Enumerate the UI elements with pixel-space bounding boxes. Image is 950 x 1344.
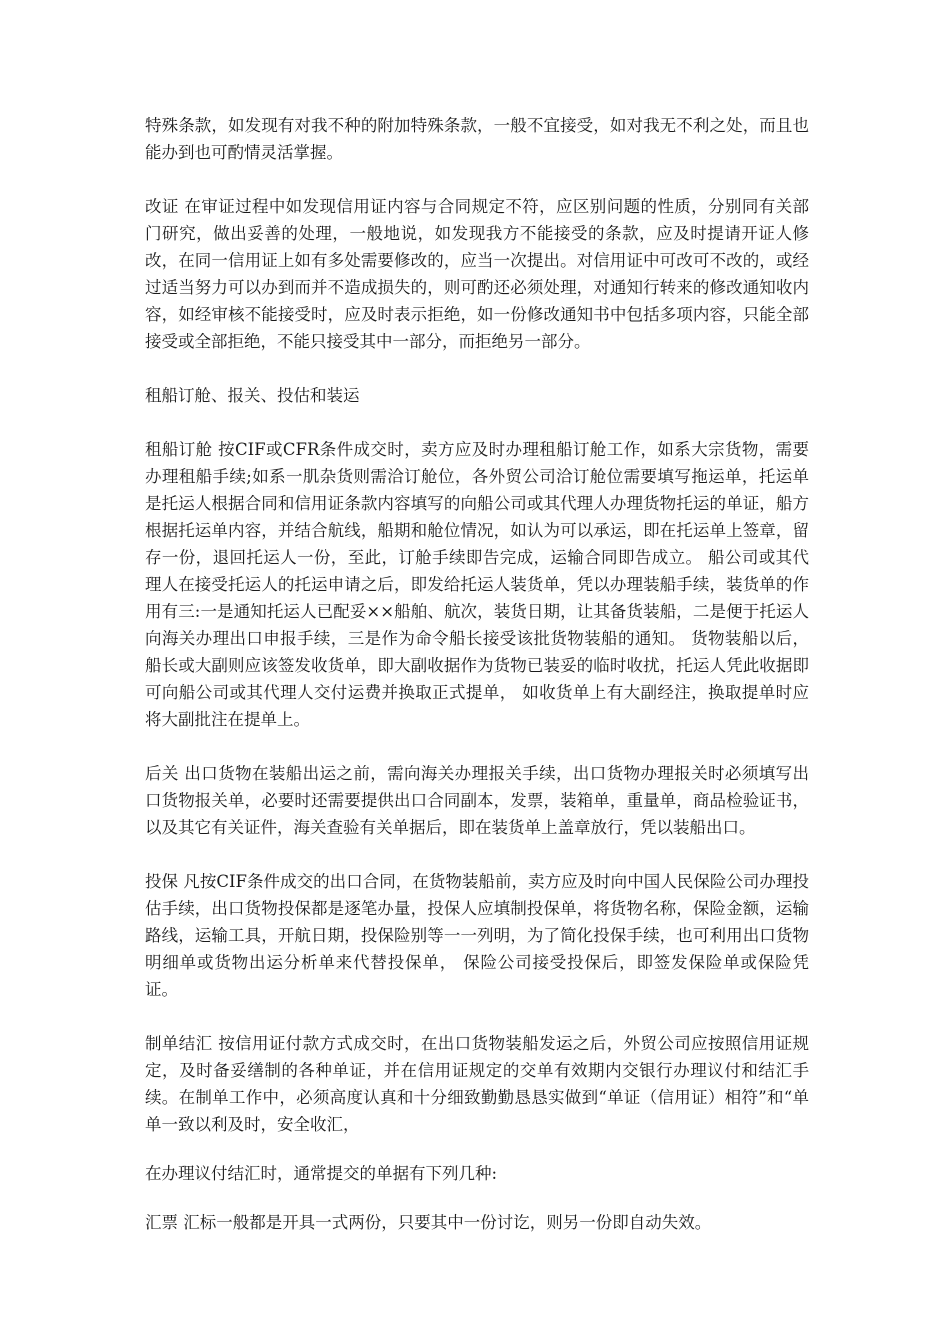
paragraph-bill-of-exchange: 汇票 汇标一般都是开具一式两份，只要其中一份讨讫，则另一份即自动失效。	[145, 1213, 712, 1232]
document-body	[145, 112, 809, 1263]
paragraph-documents-list-intro: 在办理议付结汇时，通常提交的单据有下列几种:	[145, 1164, 498, 1183]
paragraph-documents-settlement: 制单结汇 按信用证付款方式成交时，在出口货物装船发运之后，外贸公司应按照信用证规定，及时备妥缮制的各种单证，并在信用证规定的交单有效期内交银行办理议付和结汇手续。在制单工作中，必须高度认真和十分细致勤勤恳恳实做到“单证（信用证）相符”和“单单一致以利及时，安全收汇，	[145, 1034, 809, 1134]
section-heading-shipping: 租船订舱、报关、投估和装运	[145, 386, 360, 405]
paragraph-amend-credit: 改证 在审证过程中如发现信用证内容与合同规定不符，应区别问题的性质，分别同有关部门研究，做出妥善的处理，一般地说，如发现我方不能接受的条款，应及时提请开证人修改，在同一信用证上如有多处需要修改的，应当一次提出。对信用证中可改可不改的，或经过适当努力可以办到而并不造成损失的，则可酌还必须处理，对通知行转来的修改通知收内容，如经审核不能接受时，应及时表示拒绝，如一份修改通知书中包括多项内容，只能全部接受或全部拒绝，不能只接受其中一部分，而拒绝另一部分。	[145, 197, 809, 351]
paragraph-insurance: 投保 凡按CIF条件成交的出口合同，在货物装船前，卖方应及时向中国人民保险公司办理投估手续，出口货物投保都是逐笔办量，投保人应填制投保单，将货物名称，保险金额，运输路线，运输工具，开航日期，投保险别等一一列明，为了简化投保手续，也可利用出口货物明细单或货物出运分析单来代替投保单， 保险公司接受投保后，即签发保险单或保险凭证。	[145, 872, 809, 999]
paragraph-charter-booking: 租船订舱 按CIF或CFR条件成交时，卖方应及时办理租船订舱工作，如系大宗货物，需要办理租船手续;如系一肌杂货则需洽订舱位，各外贸公司洽订舱位需要填写拖运单，托运单是托运人根据合同和信用证条款内容填写的向船公司或其代理人办理货物托运的单证，船方根据托运单内容，并结合航线，船期和舱位情况，如认为可以承运，即在托运单上签章，留存一份，退回托运人一份，至此，订舱手续即告完成，运输合同即告成立。 船公司或其代理人在接受托运人的托运申请之后，即发给托运人装货单，凭以办理装船手续，装货单的作用有三:一是通知托运人已配妥××船舶、航次，装货日期，让其备货装船，二是便于托运人向海关办理出口申报手续，三是作为命令船长接受该批货物装船的通知。 货物装船以后，船长或大副则应该签发收货单，即大副收据作为货物已装妥的临时收扰，托运人凭此收据即可向船公司或其代理人交付运费并换取正式提单， 如收货单上有大副经注，换取提单时应将大副批注在提单上。	[145, 440, 809, 729]
paragraph-customs-declaration: 后关 出口货物在装船出运之前，需向海关办理报关手续，出口货物办理报关时必须填写出口货物报关单，必要时还需要提供出口合同副本，发票，装箱单，重量单，商品检验证书，以及其它有关证件，海关查验有关单据后，即在装货单上盖章放行，凭以装船出口。	[145, 764, 809, 837]
paragraph-special-clauses: 特殊条款，如发现有对我不种的附加特殊条款，一般不宜接受，如对我无不利之处，而且也能办到也可酌情灵活掌握。	[145, 116, 809, 162]
